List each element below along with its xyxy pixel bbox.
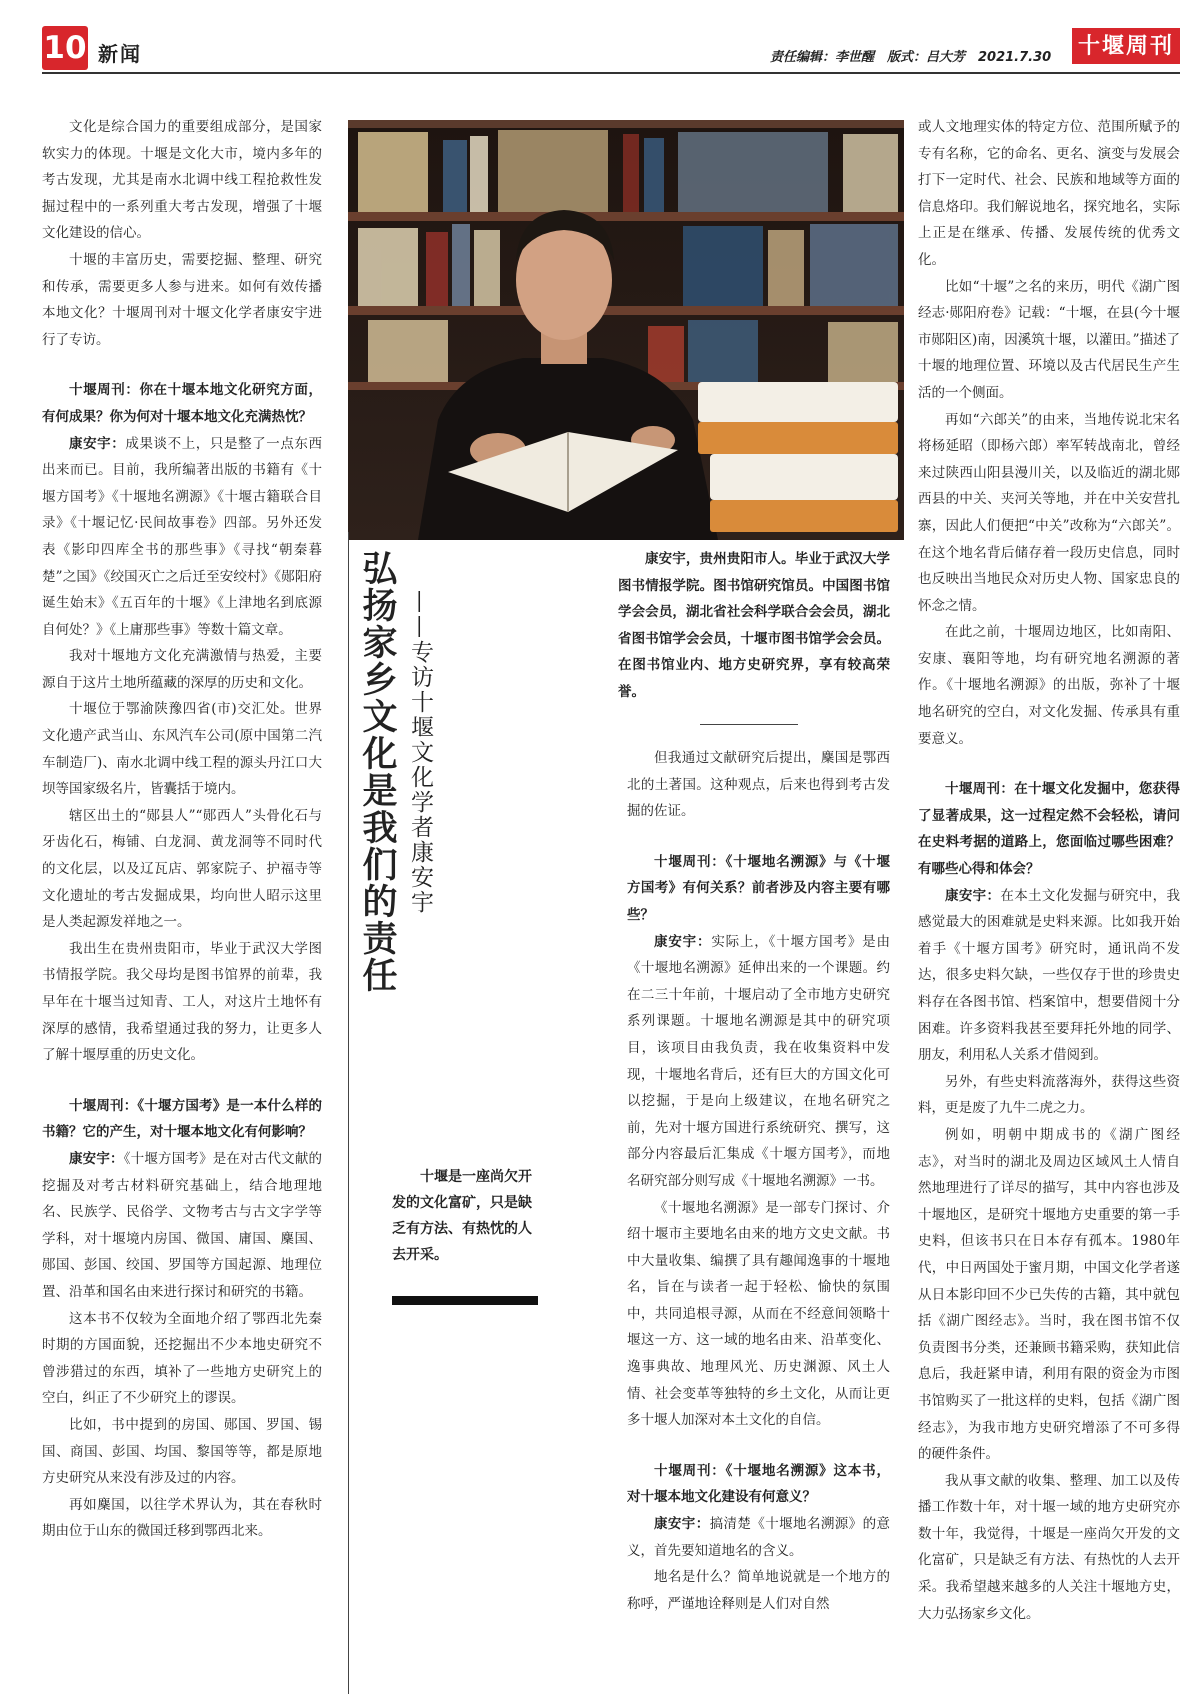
publication-logo: 十堰周刊 [1072, 28, 1180, 64]
bio-divider [700, 724, 798, 725]
body-paragraph: 或人文地理实体的特定方位、范围所赋予的专有名称，它的命名、更名、演变与发展会打下一定时代、社会、民族和地域等方面的信息烙印。我们解说地名，探究地名，实际上正是在继承、传播、发展传统的优秀文化。 [918, 119, 1180, 268]
body-paragraph: 十堰的丰富历史，需要挖掘、整理、研究和传承，需要更多人参与进来。如何有效传播本地文化？十堰周刊对十堰文化学者康安宇进行了专访。 [42, 251, 322, 348]
speaker-label: 康安宇： [654, 1516, 710, 1533]
interview-question: 十堰周刊：你在十堰本地文化研究方面，有何成果？你为何对十堰本地文化充满热忱？ [42, 382, 322, 425]
interview-answer [42, 431, 322, 644]
editor-credits: 责任编辑：李世醒 版式：吕大芳 2021.7.30 [770, 50, 1052, 65]
column-divider [348, 532, 349, 1694]
body-paragraph: 比如，书中提到的房国、郧国、罗国、锡国、商国、彭国、均国、黎国等等，都是原地方史研究从来没有涉及过的内容。 [42, 1416, 322, 1487]
header-rule [42, 72, 1180, 74]
interview-answer [42, 1146, 322, 1306]
body-paragraph: 我从事文献的收集、整理、加工以及传播工作数十年，对十堰一域的地方史研究亦数十年，我觉得，十堰是一座尚欠开发的文化富矿，只是缺乏有方法、有热忱的人去开采。我希望越来越多的人关注十堰地方史，大力弘扬家乡文化。 [918, 1472, 1180, 1622]
answer-text: 实际上，《十堰方国考》是由《十堰地名溯源》延伸出来的一个课题。约在二三十年前，十堰启动了全市地方史研究系列课题。十堰地名溯源是其中的研究项目，该项目由我负责，我在收集资料中发现，十堰地名背后，还有巨大的方国文化可以挖掘，于是向上级建议，在地名研究之前，先对十堰方国进行系统研究、撰写，这部分内容最后汇集成《十堰方国考》，而地名研究部分则写成《十堰地名溯源》一书。 [627, 933, 890, 1189]
answer-text: 《十堰方国考》是在对古代文献的挖掘及对考古材料研究基础上，结合地理地名、民族学、民俗学、文物考古与古文字学等学科，对十堰境内房国、微国、庸国、麇国、郧国、彭国、绞国、罗国等方国起源、地理位置、沿革和国名由来进行探讨和研究的书籍。 [42, 1150, 322, 1300]
page-number: 10 [42, 26, 88, 70]
interview-question: 十堰周刊：《十堰地名溯源》与《十堰方国考》有何关系？前者涉及内容主要有哪些？ [627, 853, 890, 923]
answer-text: 成果谈不上，只是整了一点东西出来而已。目前，我所编著出版的书籍有《十堰方国考》《十堰地名溯源》《十堰古籍联合目录》《十堰记忆·民间故事卷》四部。另外还发表《影印四库全书的那些事》《寻找“朝秦暮楚”之国》《绞国灭亡之后迁至安绞村》《郧阳府诞生始末》《五百年的十堰》《上津地名到底源自何处？》《上庸那些事》等数十篇文章。 [42, 435, 322, 638]
pull-quote-bar [392, 1296, 538, 1305]
interview-question: 十堰周刊：《十堰地名溯源》这本书，对十堰本地文化建设有何意义？ [627, 1462, 890, 1506]
article-column-1 [42, 114, 322, 1694]
body-paragraph: 再如麇国，以往学术界认为，其在春秋时期由位于山东的微国迁移到鄂西北来。 [42, 1496, 322, 1540]
answer-text: 在本土文化发掘与研究中，我感觉最大的困难就是史料来源。比如我开始着手《十堰方国考》研究时，通讯尚不发达，很多史料欠缺，一些仅存于世的珍贵史料存在各图书馆、档案馆中，想要借阅十分困难。许多资料我甚至要拜托外地的同学、朋友，利用私人关系才借阅到。 [918, 887, 1180, 1064]
author-bio [618, 546, 890, 706]
subheadline: ——专访十堰文化学者康安宇 [407, 590, 433, 915]
body-paragraph: 但我通过文献研究后提出，麇国是鄂西北的土著国。这种观点，后来也得到考古发掘的佐证。 [627, 750, 890, 820]
pull-quote-text: 十堰是一座尚欠开发的文化富矿，只是缺乏有方法、有热忱的人去开采。 [392, 1169, 532, 1263]
body-paragraph: 文化是综合国力的重要组成部分，是国家软实力的体现。十堰是文化大市，境内多年的考古发现，尤其是南水北调中线工程抢救性发掘过程中的一系列重大考古发现，增强了十堰文化建设的信心。 [42, 119, 322, 242]
interview-answer [627, 929, 890, 1195]
body-paragraph: 辖区出土的“郧县人”“郧西人”头骨化石与牙齿化石，梅铺、白龙洞、黄龙洞等不同时代的文化层，以及辽瓦店、郭家院子、护福寺等文化遗址的考古发掘成果，均向世人昭示这里是人类起源发祥地之一。 [42, 807, 322, 931]
article-column-3 [627, 745, 890, 1695]
bio-text: 康安宇，贵州贵阳市人。毕业于武汉大学图书情报学院。图书馆研究馆员。中国图书馆学会会员，湖北省社会科学联合会会员，湖北省图书馆学会会员，十堰市图书馆学会会员。在图书馆业内、地方史研究界，享有较高荣誉。 [618, 551, 890, 700]
body-paragraph: 我出生在贵州贵阳市，毕业于武汉大学图书情报学院。我父母均是图书馆界的前辈，我早年在十堰当过知青、工人，对这片土地怀有深厚的感情，我希望通过我的努力，让更多人了解十堰厚重的历史文化。 [42, 940, 322, 1064]
body-paragraph: 这本书不仅较为全面地介绍了鄂西北先秦时期的方国面貌，还挖掘出不少本地史研究不曾涉猎过的东西，填补了一些地方史研究上的空白，纠正了不少研究上的谬误。 [42, 1310, 322, 1407]
body-paragraph: 比如“十堰”之名的来历，明代《湖广图经志·郧阳府卷》记载：“十堰，在县(今十堰市郧阳区)南，因溪筑十堰，以灌田。”描述了十堰的地理位置、环境以及古代居民生产生活的一个侧面。 [918, 278, 1180, 401]
body-paragraph: 《十堰地名溯源》是一部专门探讨、介绍十堰市主要地名由来的地方文史文献。书中大量收集、编撰了具有趣闻逸事的十堰地名，旨在与读者一起于轻松、愉快的氛围中，共同追根寻源，从而在不经意间领略十堰这一方、这一域的地名由来、沿革变化、逸事典故、地理风光、历史渊源、风土人情、社会变革等独特的乡土文化，从而让更多十堰人加深对本土文化的自信。 [627, 1199, 890, 1429]
speaker-label: 康安宇： [69, 1150, 124, 1167]
body-paragraph: 再如“六郎关”的由来，当地传说北宋名将杨延昭（即杨六郎）率军转战南北，曾经来过陕西山阳县漫川关，以及临近的湖北郧西县的中关、夹河关等地，并在中关安营扎寨，因此人们便把“中关”改称为“六郎关”。在这个地名背后储存着一段历史信息，同时也反映出当地民众对历史人物、国家忠良的怀念之情。 [918, 411, 1180, 614]
body-paragraph: 我对十堰地方文化充满激情与热爱，主要源自于这片土地所蕴藏的深厚的历史和文化。 [42, 648, 322, 691]
article-column-4 [918, 114, 1180, 1694]
headline: 弘扬家乡文化是我们的责任 [357, 550, 398, 994]
pull-quote [392, 1164, 538, 1268]
interview-answer [918, 883, 1180, 1069]
portrait-photo [348, 120, 904, 540]
body-paragraph: 十堰位于鄂渝陕豫四省(市)交汇处。世界文化遗产武当山、东风汽车公司(原中国第二汽车制造厂)、南水北调中线工程的源头丹江口大坝等国家级名片，皆囊括于境内。 [42, 701, 322, 798]
interview-answer [627, 1511, 890, 1564]
speaker-label: 康安宇： [945, 887, 1001, 904]
body-paragraph: 在此之前，十堰周边地区，比如南阳、安康、襄阳等地，均有研究地名溯源的著作。《十堰地名溯源》的出版，弥补了十堰地名研究的空白，对文化发掘、传承具有重要意义。 [918, 624, 1180, 747]
body-paragraph: 地名是什么？简单地说就是一个地方的称呼，严谨地诠释则是人们对自然 [627, 1569, 890, 1612]
interview-question: 十堰周刊：在十堰文化发掘中，您获得了显著成果，这一过程定然不会轻松，请问在史料考据的道路上，您面临过哪些困难？有哪些心得和体会？ [918, 781, 1180, 878]
interview-question: 十堰周刊：《十堰方国考》是一本什么样的书籍？它的产生，对十堰本地文化有何影响？ [42, 1097, 322, 1141]
answer-text: 搞清楚《十堰地名溯源》的意义，首先要知道地名的含义。 [627, 1516, 890, 1559]
speaker-label: 康安宇： [654, 933, 712, 950]
body-paragraph: 例如，明朝中期成书的《湖广图经志》，对当时的湖北及周边区域风土人情自然地理进行了详尽的描写，其中内容也涉及十堰地区，是研究十堰地方史重要的第一手史料，但该书只在日本存有孤本。1980年代，中日两国处于蜜月期，中国文化学者遂从日本影印回不少已失传的古籍，其中就包括《湖广图经志》。当时，我在图书馆不仅负责图书分类，还兼顾书籍采购，获知此信息后，我赶紧申请，利用有限的资金为市图书馆购买了一批这样的史料，包括《湖广图经志》，为我市地方史研究增添了不可多得的硬件条件。 [918, 1126, 1180, 1463]
speaker-label: 康安宇： [69, 435, 126, 452]
section-name: 新闻 [98, 42, 142, 66]
body-paragraph: 另外，有些史料流落海外，获得这些资料，更是废了九牛二虎之力。 [918, 1073, 1180, 1117]
